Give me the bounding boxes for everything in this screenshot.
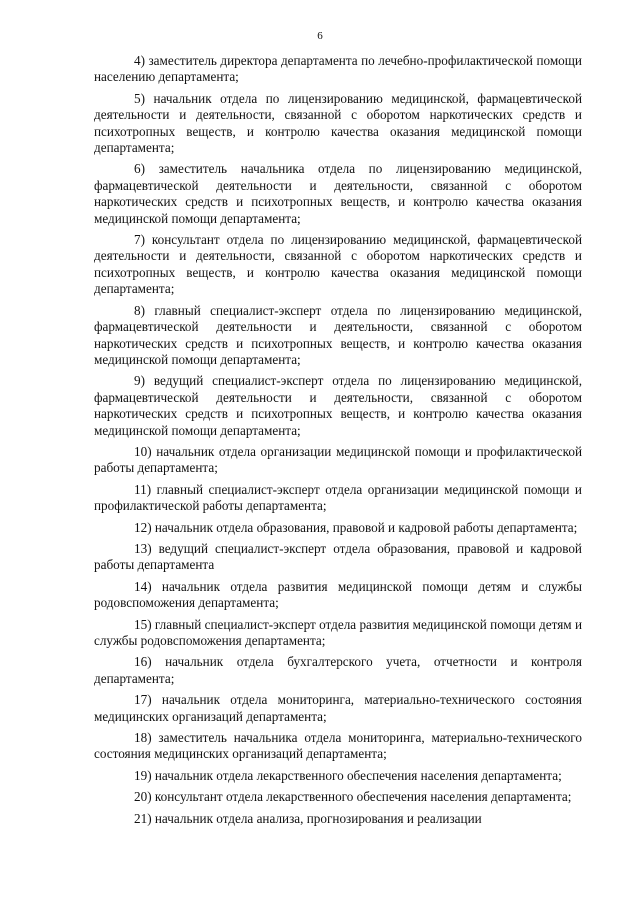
list-item: 10) начальник отдела организации медицинской помощи и профилактической работы департамента; xyxy=(94,443,582,476)
list-item: 20) консультант отдела лекарственного обеспечения населения департамента; xyxy=(134,789,572,805)
list-item: 19) начальник отдела лекарственного обеспечения населения департамента; xyxy=(134,767,562,783)
list-item: 11) главный специалист-эксперт отдела организации медицинской помощи и профилактической работы департамента; xyxy=(94,481,582,514)
list-item: 12) начальник отдела образования, правовой и кадровой работы департамента; xyxy=(134,519,578,535)
page-number: 6 xyxy=(317,30,323,42)
list-item: 4) заместитель директора департамента по лечебно-профилактической помощи населению департамента; xyxy=(94,53,582,85)
list-item: 6) заместитель начальника отдела по лицензированию медицинской, фармацевтической деятельности и деятельности, связанной с оборотом наркотических средств и психотропных веществ, и контролю качества оказания медицинской помощи департамента; xyxy=(94,161,582,226)
list-item: 5) начальник отдела по лицензированию медицинской, фармацевтической деятельности и деятельности, связанной с оборотом наркотических средств и психотропных веществ, и контролю качества оказания медицинской помощи департамента; xyxy=(94,90,582,156)
list-item: 18) заместитель начальника отдела мониторинга, материально-технического состояния медицинских организаций департамента; xyxy=(94,730,582,762)
document-body xyxy=(94,53,582,832)
list-item: 21) начальник отдела анализа, прогнозирования и реализации xyxy=(134,810,482,826)
list-item: 16) начальник отдела бухгалтерского учета, отчетности и контроля департамента; xyxy=(94,654,582,686)
list-item: 13) ведущий специалист-эксперт отдела образования, правовой и кадровой работы департамента xyxy=(94,540,582,573)
list-item: 17) начальник отдела мониторинга, материально-технического состояния медицинских организаций департамента; xyxy=(94,692,582,724)
list-item: 7) консультант отдела по лицензированию медицинской, фармацевтической деятельности и деятельности, связанной с оборотом наркотических средств и психотропных веществ, и контролю качества оказания медицинской помощи департамента; xyxy=(94,232,582,297)
list-item: 8) главный специалист-эксперт отдела по лицензированию медицинской, фармацевтической деятельности и деятельности, связанной с оборотом наркотических средств и психотропных веществ, и контролю качества оказания медицинской помощи департамента; xyxy=(94,302,582,367)
list-item: 14) начальник отдела развития медицинской помощи детям и службы родовспоможения департамента; xyxy=(94,578,582,611)
list-item: 9) ведущий специалист-эксперт отдела по лицензированию медицинской, фармацевтической деятельности и деятельности, связанной с оборотом наркотических средств и психотропных веществ, и контролю качества оказания медицинской помощи департамента; xyxy=(94,373,582,438)
list-item: 15) главный специалист-эксперт отдела развития медицинской помощи детям и службы родовспоможения департамента; xyxy=(94,616,582,648)
